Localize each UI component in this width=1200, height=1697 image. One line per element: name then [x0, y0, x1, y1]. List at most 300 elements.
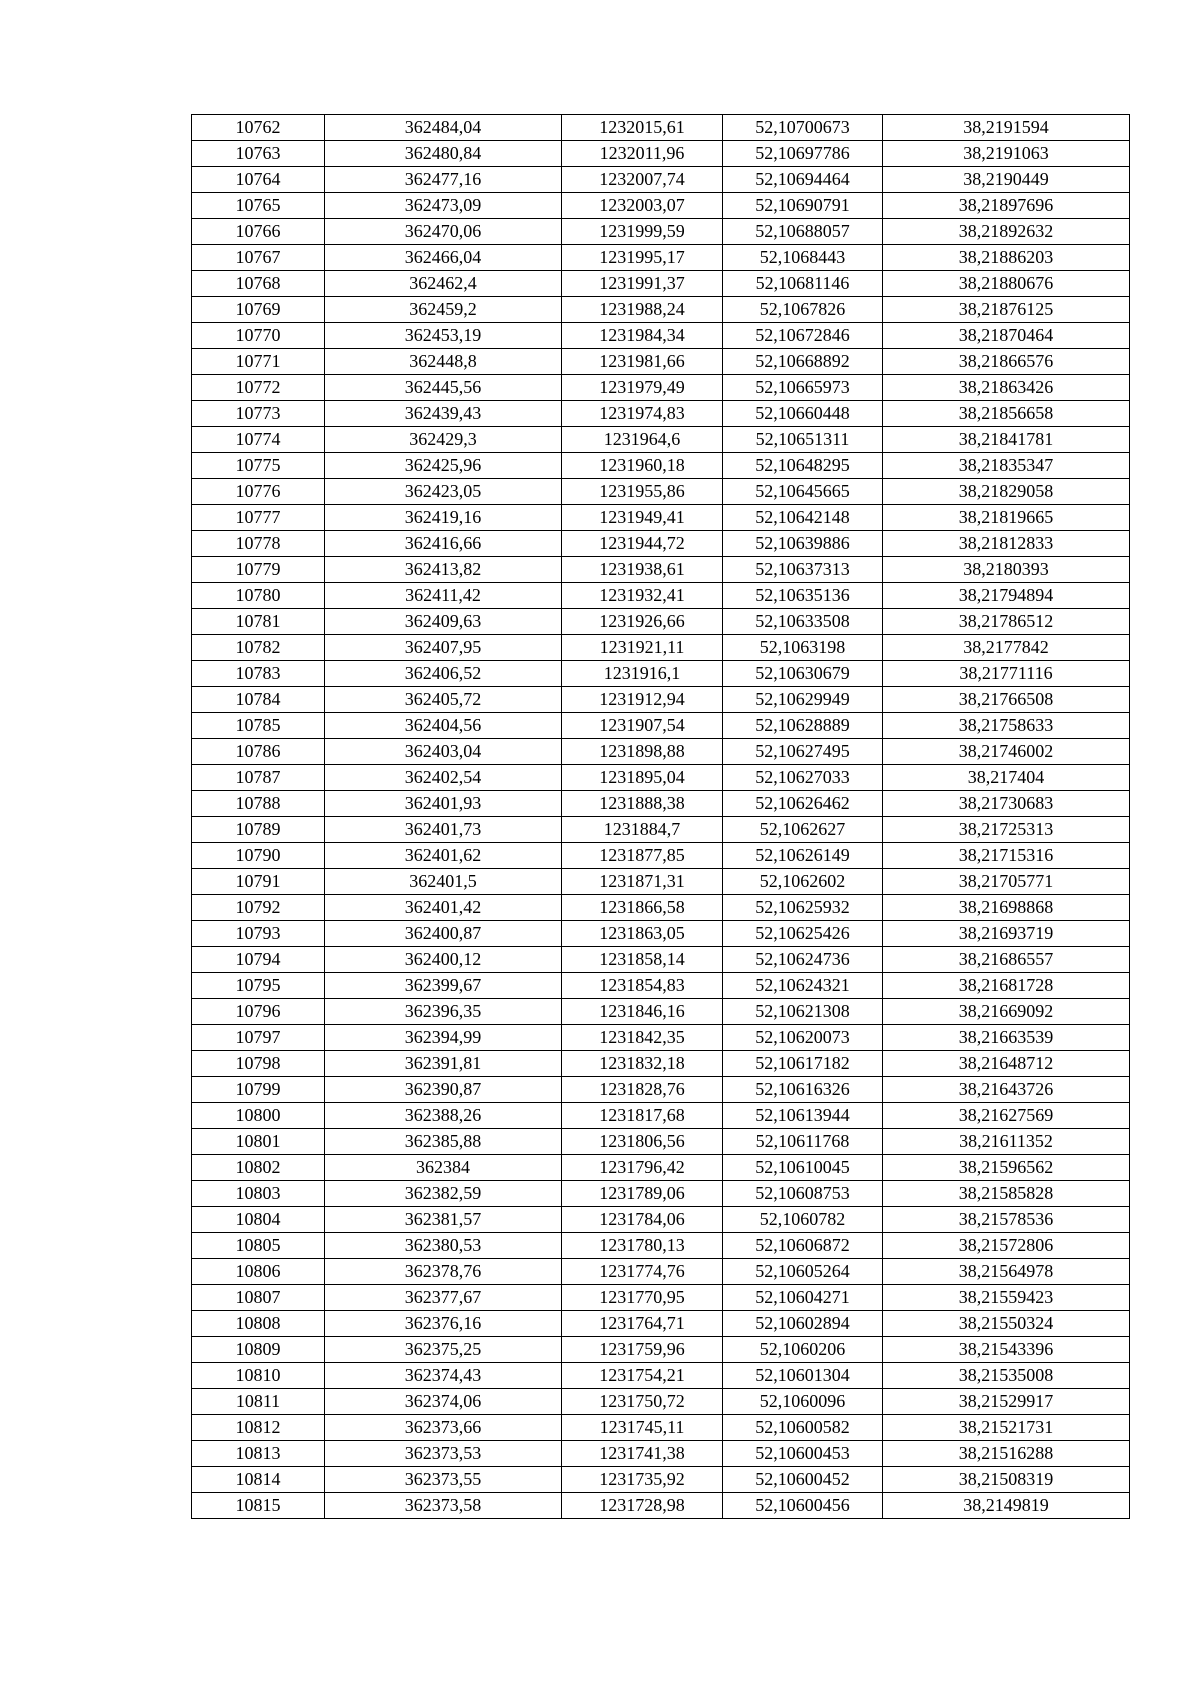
- table-row: [192, 817, 1130, 843]
- table-row: [192, 1025, 1130, 1051]
- latitude-cell: 52,10688057: [723, 219, 883, 245]
- table-row: [192, 713, 1130, 739]
- y-coordinate-cell: 1231854,83: [562, 973, 723, 999]
- point-number-cell: 10800: [192, 1103, 325, 1129]
- x-coordinate-cell: 362409,63: [325, 609, 562, 635]
- latitude-cell: 52,10642148: [723, 505, 883, 531]
- table-row: [192, 791, 1130, 817]
- latitude-cell: 52,10690791: [723, 193, 883, 219]
- table-row: [192, 947, 1130, 973]
- x-coordinate-cell: 362448,8: [325, 349, 562, 375]
- point-number-cell: 10781: [192, 609, 325, 635]
- y-coordinate-cell: 1231932,41: [562, 583, 723, 609]
- x-coordinate-cell: 362400,12: [325, 947, 562, 973]
- point-number-cell: 10782: [192, 635, 325, 661]
- y-coordinate-cell: 1232003,07: [562, 193, 723, 219]
- x-coordinate-cell: 362373,55: [325, 1467, 562, 1493]
- point-number-cell: 10796: [192, 999, 325, 1025]
- x-coordinate-cell: 362400,87: [325, 921, 562, 947]
- point-number-cell: 10790: [192, 843, 325, 869]
- point-number-cell: 10765: [192, 193, 325, 219]
- longitude-cell: 38,21559423: [883, 1285, 1130, 1311]
- x-coordinate-cell: 362374,06: [325, 1389, 562, 1415]
- longitude-cell: 38,21870464: [883, 323, 1130, 349]
- x-coordinate-cell: 362429,3: [325, 427, 562, 453]
- latitude-cell: 52,10630679: [723, 661, 883, 687]
- x-coordinate-cell: 362373,53: [325, 1441, 562, 1467]
- x-coordinate-cell: 362382,59: [325, 1181, 562, 1207]
- longitude-cell: 38,2177842: [883, 635, 1130, 661]
- y-coordinate-cell: 1231754,21: [562, 1363, 723, 1389]
- y-coordinate-cell: 1232007,74: [562, 167, 723, 193]
- longitude-cell: 38,21835347: [883, 453, 1130, 479]
- longitude-cell: 38,21786512: [883, 609, 1130, 635]
- longitude-cell: 38,2149819: [883, 1493, 1130, 1519]
- point-number-cell: 10797: [192, 1025, 325, 1051]
- latitude-cell: 52,10624736: [723, 947, 883, 973]
- x-coordinate-cell: 362391,81: [325, 1051, 562, 1077]
- x-coordinate-cell: 362401,62: [325, 843, 562, 869]
- point-number-cell: 10793: [192, 921, 325, 947]
- latitude-cell: 52,10668892: [723, 349, 883, 375]
- table-row: [192, 999, 1130, 1025]
- longitude-cell: 38,21686557: [883, 947, 1130, 973]
- table-row: [192, 1051, 1130, 1077]
- x-coordinate-cell: 362404,56: [325, 713, 562, 739]
- latitude-cell: 52,10600456: [723, 1493, 883, 1519]
- longitude-cell: 38,21543396: [883, 1337, 1130, 1363]
- longitude-cell: 38,21698868: [883, 895, 1130, 921]
- x-coordinate-cell: 362445,56: [325, 375, 562, 401]
- latitude-cell: 52,10617182: [723, 1051, 883, 1077]
- latitude-cell: 52,10628889: [723, 713, 883, 739]
- y-coordinate-cell: 1231866,58: [562, 895, 723, 921]
- table-row: [192, 323, 1130, 349]
- table-row: [192, 1415, 1130, 1441]
- table-row: [192, 531, 1130, 557]
- y-coordinate-cell: 1231780,13: [562, 1233, 723, 1259]
- point-number-cell: 10775: [192, 453, 325, 479]
- x-coordinate-cell: 362466,04: [325, 245, 562, 271]
- table-row: [192, 427, 1130, 453]
- latitude-cell: 52,10621308: [723, 999, 883, 1025]
- x-coordinate-cell: 362374,43: [325, 1363, 562, 1389]
- y-coordinate-cell: 1231817,68: [562, 1103, 723, 1129]
- y-coordinate-cell: 1231898,88: [562, 739, 723, 765]
- longitude-cell: 38,21725313: [883, 817, 1130, 843]
- x-coordinate-cell: 362423,05: [325, 479, 562, 505]
- point-number-cell: 10799: [192, 1077, 325, 1103]
- latitude-cell: 52,10694464: [723, 167, 883, 193]
- longitude-cell: 38,21663539: [883, 1025, 1130, 1051]
- latitude-cell: 52,1068443: [723, 245, 883, 271]
- point-number-cell: 10809: [192, 1337, 325, 1363]
- longitude-cell: 38,21897696: [883, 193, 1130, 219]
- latitude-cell: 52,10681146: [723, 271, 883, 297]
- x-coordinate-cell: 362403,04: [325, 739, 562, 765]
- y-coordinate-cell: 1231964,6: [562, 427, 723, 453]
- y-coordinate-cell: 1231728,98: [562, 1493, 723, 1519]
- point-number-cell: 10795: [192, 973, 325, 999]
- latitude-cell: 52,10602894: [723, 1311, 883, 1337]
- point-number-cell: 10803: [192, 1181, 325, 1207]
- y-coordinate-cell: 1231999,59: [562, 219, 723, 245]
- x-coordinate-cell: 362384: [325, 1155, 562, 1181]
- latitude-cell: 52,10600452: [723, 1467, 883, 1493]
- point-number-cell: 10774: [192, 427, 325, 453]
- point-number-cell: 10815: [192, 1493, 325, 1519]
- table-row: [192, 687, 1130, 713]
- longitude-cell: 38,21564978: [883, 1259, 1130, 1285]
- longitude-cell: 38,21876125: [883, 297, 1130, 323]
- y-coordinate-cell: 1231735,92: [562, 1467, 723, 1493]
- table-row: [192, 609, 1130, 635]
- latitude-cell: 52,1060782: [723, 1207, 883, 1233]
- x-coordinate-cell: 362385,88: [325, 1129, 562, 1155]
- point-number-cell: 10785: [192, 713, 325, 739]
- table-row: [192, 167, 1130, 193]
- table-row: [192, 1181, 1130, 1207]
- y-coordinate-cell: 1231907,54: [562, 713, 723, 739]
- table-row: [192, 219, 1130, 245]
- x-coordinate-cell: 362401,42: [325, 895, 562, 921]
- longitude-cell: 38,2191063: [883, 141, 1130, 167]
- latitude-cell: 52,10651311: [723, 427, 883, 453]
- table-row: [192, 1363, 1130, 1389]
- x-coordinate-cell: 362381,57: [325, 1207, 562, 1233]
- y-coordinate-cell: 1231949,41: [562, 505, 723, 531]
- latitude-cell: 52,10639886: [723, 531, 883, 557]
- latitude-cell: 52,1062602: [723, 869, 883, 895]
- y-coordinate-cell: 1232011,96: [562, 141, 723, 167]
- y-coordinate-cell: 1231974,83: [562, 401, 723, 427]
- point-number-cell: 10810: [192, 1363, 325, 1389]
- x-coordinate-cell: 362405,72: [325, 687, 562, 713]
- table-row: [192, 479, 1130, 505]
- table-row: [192, 1233, 1130, 1259]
- point-number-cell: 10773: [192, 401, 325, 427]
- point-number-cell: 10778: [192, 531, 325, 557]
- point-number-cell: 10806: [192, 1259, 325, 1285]
- longitude-cell: 38,21730683: [883, 791, 1130, 817]
- y-coordinate-cell: 1231846,16: [562, 999, 723, 1025]
- latitude-cell: 52,10635136: [723, 583, 883, 609]
- x-coordinate-cell: 362425,96: [325, 453, 562, 479]
- x-coordinate-cell: 362419,16: [325, 505, 562, 531]
- longitude-cell: 38,21611352: [883, 1129, 1130, 1155]
- point-number-cell: 10811: [192, 1389, 325, 1415]
- x-coordinate-cell: 362399,67: [325, 973, 562, 999]
- longitude-cell: 38,21550324: [883, 1311, 1130, 1337]
- point-number-cell: 10788: [192, 791, 325, 817]
- y-coordinate-cell: 1231955,86: [562, 479, 723, 505]
- latitude-cell: 52,10620073: [723, 1025, 883, 1051]
- y-coordinate-cell: 1231981,66: [562, 349, 723, 375]
- longitude-cell: 38,21643726: [883, 1077, 1130, 1103]
- latitude-cell: 52,10600582: [723, 1415, 883, 1441]
- longitude-cell: 38,21693719: [883, 921, 1130, 947]
- point-number-cell: 10789: [192, 817, 325, 843]
- x-coordinate-cell: 362390,87: [325, 1077, 562, 1103]
- table-row: [192, 1207, 1130, 1233]
- table-row: [192, 921, 1130, 947]
- longitude-cell: 38,2190449: [883, 167, 1130, 193]
- x-coordinate-cell: 362373,58: [325, 1493, 562, 1519]
- y-coordinate-cell: 1231984,34: [562, 323, 723, 349]
- latitude-cell: 52,10626462: [723, 791, 883, 817]
- table-row: [192, 115, 1130, 141]
- longitude-cell: 38,21681728: [883, 973, 1130, 999]
- longitude-cell: 38,21521731: [883, 1415, 1130, 1441]
- latitude-cell: 52,10608753: [723, 1181, 883, 1207]
- x-coordinate-cell: 362406,52: [325, 661, 562, 687]
- longitude-cell: 38,21705771: [883, 869, 1130, 895]
- y-coordinate-cell: 1231842,35: [562, 1025, 723, 1051]
- y-coordinate-cell: 1231828,76: [562, 1077, 723, 1103]
- x-coordinate-cell: 362484,04: [325, 115, 562, 141]
- latitude-cell: 52,10627033: [723, 765, 883, 791]
- point-number-cell: 10768: [192, 271, 325, 297]
- point-number-cell: 10770: [192, 323, 325, 349]
- x-coordinate-cell: 362377,67: [325, 1285, 562, 1311]
- y-coordinate-cell: 1231926,66: [562, 609, 723, 635]
- point-number-cell: 10813: [192, 1441, 325, 1467]
- latitude-cell: 52,10660448: [723, 401, 883, 427]
- y-coordinate-cell: 1231832,18: [562, 1051, 723, 1077]
- point-number-cell: 10798: [192, 1051, 325, 1077]
- y-coordinate-cell: 1231750,72: [562, 1389, 723, 1415]
- longitude-cell: 38,21578536: [883, 1207, 1130, 1233]
- table-row: [192, 1259, 1130, 1285]
- latitude-cell: 52,10665973: [723, 375, 883, 401]
- y-coordinate-cell: 1231774,76: [562, 1259, 723, 1285]
- y-coordinate-cell: 1231759,96: [562, 1337, 723, 1363]
- y-coordinate-cell: 1231871,31: [562, 869, 723, 895]
- table-row: [192, 1155, 1130, 1181]
- y-coordinate-cell: 1231912,94: [562, 687, 723, 713]
- y-coordinate-cell: 1231995,17: [562, 245, 723, 271]
- longitude-cell: 38,21516288: [883, 1441, 1130, 1467]
- longitude-cell: 38,21856658: [883, 401, 1130, 427]
- latitude-cell: 52,1060096: [723, 1389, 883, 1415]
- latitude-cell: 52,10605264: [723, 1259, 883, 1285]
- latitude-cell: 52,10611768: [723, 1129, 883, 1155]
- latitude-cell: 52,1062627: [723, 817, 883, 843]
- table-row: [192, 401, 1130, 427]
- latitude-cell: 52,1063198: [723, 635, 883, 661]
- y-coordinate-cell: 1231877,85: [562, 843, 723, 869]
- table-row: [192, 661, 1130, 687]
- table-row: [192, 271, 1130, 297]
- longitude-cell: 38,21535008: [883, 1363, 1130, 1389]
- y-coordinate-cell: 1231960,18: [562, 453, 723, 479]
- longitude-cell: 38,21841781: [883, 427, 1130, 453]
- longitude-cell: 38,21866576: [883, 349, 1130, 375]
- longitude-cell: 38,21715316: [883, 843, 1130, 869]
- latitude-cell: 52,10648295: [723, 453, 883, 479]
- latitude-cell: 52,10645665: [723, 479, 883, 505]
- table-row: [192, 297, 1130, 323]
- y-coordinate-cell: 1231884,7: [562, 817, 723, 843]
- point-number-cell: 10771: [192, 349, 325, 375]
- y-coordinate-cell: 1231770,95: [562, 1285, 723, 1311]
- longitude-cell: 38,21812833: [883, 531, 1130, 557]
- longitude-cell: 38,2180393: [883, 557, 1130, 583]
- latitude-cell: 52,10700673: [723, 115, 883, 141]
- latitude-cell: 52,10604271: [723, 1285, 883, 1311]
- table-row: [192, 557, 1130, 583]
- x-coordinate-cell: 362413,82: [325, 557, 562, 583]
- y-coordinate-cell: 1231741,38: [562, 1441, 723, 1467]
- x-coordinate-cell: 362480,84: [325, 141, 562, 167]
- point-number-cell: 10764: [192, 167, 325, 193]
- x-coordinate-cell: 362376,16: [325, 1311, 562, 1337]
- x-coordinate-cell: 362401,5: [325, 869, 562, 895]
- point-number-cell: 10794: [192, 947, 325, 973]
- table-row: [192, 1077, 1130, 1103]
- longitude-cell: 38,21596562: [883, 1155, 1130, 1181]
- latitude-cell: 52,10601304: [723, 1363, 883, 1389]
- longitude-cell: 38,21819665: [883, 505, 1130, 531]
- longitude-cell: 38,21746002: [883, 739, 1130, 765]
- point-number-cell: 10784: [192, 687, 325, 713]
- y-coordinate-cell: 1231921,11: [562, 635, 723, 661]
- longitude-cell: 38,21880676: [883, 271, 1130, 297]
- latitude-cell: 52,10613944: [723, 1103, 883, 1129]
- longitude-cell: 38,21585828: [883, 1181, 1130, 1207]
- point-number-cell: 10808: [192, 1311, 325, 1337]
- y-coordinate-cell: 1231789,06: [562, 1181, 723, 1207]
- latitude-cell: 52,10629949: [723, 687, 883, 713]
- table-row: [192, 739, 1130, 765]
- point-number-cell: 10786: [192, 739, 325, 765]
- longitude-cell: 38,21648712: [883, 1051, 1130, 1077]
- point-number-cell: 10792: [192, 895, 325, 921]
- longitude-cell: 38,21758633: [883, 713, 1130, 739]
- longitude-cell: 38,21508319: [883, 1467, 1130, 1493]
- point-number-cell: 10787: [192, 765, 325, 791]
- y-coordinate-cell: 1232015,61: [562, 115, 723, 141]
- y-coordinate-cell: 1231858,14: [562, 947, 723, 973]
- x-coordinate-cell: 362407,95: [325, 635, 562, 661]
- x-coordinate-cell: 362373,66: [325, 1415, 562, 1441]
- y-coordinate-cell: 1231916,1: [562, 661, 723, 687]
- longitude-cell: 38,21771116: [883, 661, 1130, 687]
- point-number-cell: 10812: [192, 1415, 325, 1441]
- point-number-cell: 10766: [192, 219, 325, 245]
- table-row: [192, 843, 1130, 869]
- table-row: [192, 1493, 1130, 1519]
- x-coordinate-cell: 362459,2: [325, 297, 562, 323]
- table-row: [192, 453, 1130, 479]
- table-row: [192, 193, 1130, 219]
- point-number-cell: 10772: [192, 375, 325, 401]
- table-row: [192, 869, 1130, 895]
- point-number-cell: 10777: [192, 505, 325, 531]
- point-number-cell: 10779: [192, 557, 325, 583]
- longitude-cell: 38,21829058: [883, 479, 1130, 505]
- x-coordinate-cell: 362439,43: [325, 401, 562, 427]
- longitude-cell: 38,21892632: [883, 219, 1130, 245]
- longitude-cell: 38,21627569: [883, 1103, 1130, 1129]
- latitude-cell: 52,10697786: [723, 141, 883, 167]
- x-coordinate-cell: 362462,4: [325, 271, 562, 297]
- table-row: [192, 1103, 1130, 1129]
- x-coordinate-cell: 362416,66: [325, 531, 562, 557]
- y-coordinate-cell: 1231944,72: [562, 531, 723, 557]
- latitude-cell: 52,10637313: [723, 557, 883, 583]
- latitude-cell: 52,10633508: [723, 609, 883, 635]
- y-coordinate-cell: 1231796,42: [562, 1155, 723, 1181]
- table-row: [192, 1389, 1130, 1415]
- y-coordinate-cell: 1231979,49: [562, 375, 723, 401]
- x-coordinate-cell: 362380,53: [325, 1233, 562, 1259]
- y-coordinate-cell: 1231806,56: [562, 1129, 723, 1155]
- table-row: [192, 141, 1130, 167]
- x-coordinate-cell: 362401,93: [325, 791, 562, 817]
- table-row: [192, 895, 1130, 921]
- table-row: [192, 1129, 1130, 1155]
- point-number-cell: 10814: [192, 1467, 325, 1493]
- latitude-cell: 52,1067826: [723, 297, 883, 323]
- point-number-cell: 10801: [192, 1129, 325, 1155]
- point-number-cell: 10802: [192, 1155, 325, 1181]
- y-coordinate-cell: 1231938,61: [562, 557, 723, 583]
- y-coordinate-cell: 1231895,04: [562, 765, 723, 791]
- latitude-cell: 52,10610045: [723, 1155, 883, 1181]
- x-coordinate-cell: 362411,42: [325, 583, 562, 609]
- point-number-cell: 10804: [192, 1207, 325, 1233]
- table-row: [192, 1311, 1130, 1337]
- y-coordinate-cell: 1231988,24: [562, 297, 723, 323]
- x-coordinate-cell: 362378,76: [325, 1259, 562, 1285]
- coordinates-table-body: [192, 115, 1130, 1519]
- x-coordinate-cell: 362401,73: [325, 817, 562, 843]
- point-number-cell: 10769: [192, 297, 325, 323]
- latitude-cell: 52,10626149: [723, 843, 883, 869]
- point-number-cell: 10762: [192, 115, 325, 141]
- longitude-cell: 38,217404: [883, 765, 1130, 791]
- table-row: [192, 1337, 1130, 1363]
- point-number-cell: 10805: [192, 1233, 325, 1259]
- x-coordinate-cell: 362470,06: [325, 219, 562, 245]
- longitude-cell: 38,21572806: [883, 1233, 1130, 1259]
- x-coordinate-cell: 362396,35: [325, 999, 562, 1025]
- point-number-cell: 10776: [192, 479, 325, 505]
- latitude-cell: 52,10625426: [723, 921, 883, 947]
- longitude-cell: 38,21766508: [883, 687, 1130, 713]
- y-coordinate-cell: 1231764,71: [562, 1311, 723, 1337]
- latitude-cell: 52,10624321: [723, 973, 883, 999]
- point-number-cell: 10767: [192, 245, 325, 271]
- latitude-cell: 52,10625932: [723, 895, 883, 921]
- x-coordinate-cell: 362402,54: [325, 765, 562, 791]
- y-coordinate-cell: 1231745,11: [562, 1415, 723, 1441]
- point-number-cell: 10763: [192, 141, 325, 167]
- table-row: [192, 245, 1130, 271]
- y-coordinate-cell: 1231863,05: [562, 921, 723, 947]
- longitude-cell: 38,21669092: [883, 999, 1130, 1025]
- table-row: [192, 1285, 1130, 1311]
- x-coordinate-cell: 362394,99: [325, 1025, 562, 1051]
- y-coordinate-cell: 1231784,06: [562, 1207, 723, 1233]
- y-coordinate-cell: 1231888,38: [562, 791, 723, 817]
- x-coordinate-cell: 362473,09: [325, 193, 562, 219]
- y-coordinate-cell: 1231991,37: [562, 271, 723, 297]
- longitude-cell: 38,21794894: [883, 583, 1130, 609]
- longitude-cell: 38,21886203: [883, 245, 1130, 271]
- longitude-cell: 38,2191594: [883, 115, 1130, 141]
